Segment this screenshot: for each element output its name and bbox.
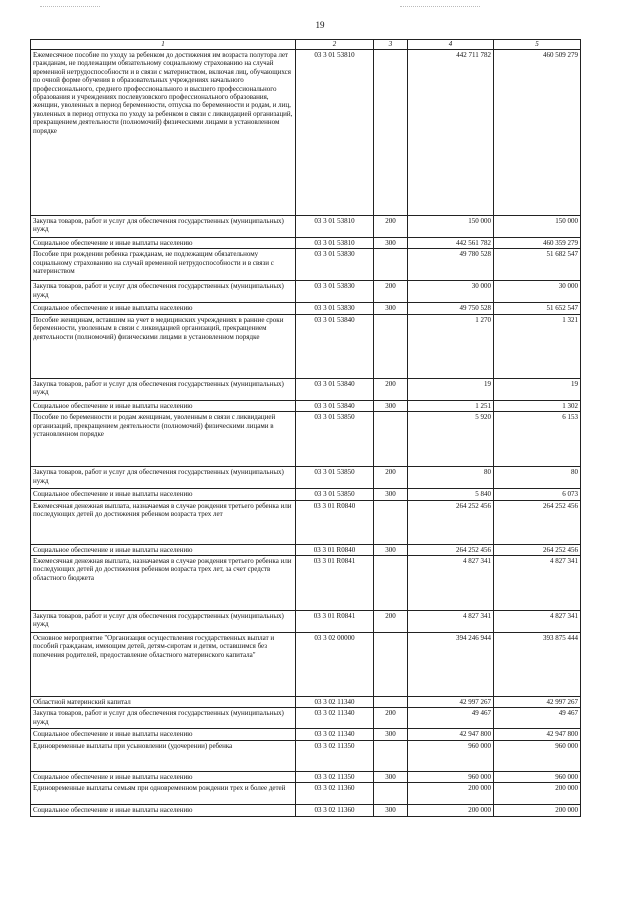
- row-value-2: 264 252 456: [494, 500, 581, 544]
- row-code: 03 3 02 11340: [296, 729, 374, 740]
- row-name: Закупка товаров, работ и услуг для обеспечения государственных (муниципальных) нужд: [31, 467, 296, 489]
- column-header: 4: [408, 40, 494, 50]
- table-row: [31, 281, 581, 303]
- row-value-2: 30 000: [494, 281, 581, 303]
- row-value-1: 442 561 782: [408, 238, 494, 249]
- row-name: Социальное обеспечение и иные выплаты населению: [31, 771, 296, 782]
- row-type: 300: [374, 303, 408, 314]
- table-row: [31, 783, 581, 805]
- row-value-2: 42 947 800: [494, 729, 581, 740]
- row-value-2: 960 000: [494, 740, 581, 771]
- row-value-2: 960 000: [494, 771, 581, 782]
- row-value-1: 4 827 341: [408, 555, 494, 610]
- row-value-1: 442 711 782: [408, 50, 494, 216]
- row-type: 200: [374, 610, 408, 632]
- table-row: [31, 696, 581, 707]
- row-code: 03 3 01 53840: [296, 314, 374, 378]
- row-name: Социальное обеспечение и иные выплаты населению: [31, 303, 296, 314]
- row-name: Социальное обеспечение и иные выплаты населению: [31, 489, 296, 500]
- row-value-1: 1 251: [408, 400, 494, 411]
- budget-table: [30, 39, 581, 817]
- table-row: [31, 489, 581, 500]
- row-value-1: 200 000: [408, 783, 494, 805]
- row-value-1: 49 750 528: [408, 303, 494, 314]
- row-code: 03 3 01 R0840: [296, 500, 374, 544]
- scan-artifact: [40, 6, 100, 8]
- row-name: Закупка товаров, работ и услуг для обеспечения государственных (муниципальных) нужд: [31, 216, 296, 238]
- table-row: [31, 400, 581, 411]
- row-type: 300: [374, 771, 408, 782]
- table-row: [31, 555, 581, 610]
- table-row: [31, 378, 581, 400]
- row-value-1: 49 467: [408, 708, 494, 729]
- row-name: Закупка товаров, работ и услуг для обеспечения государственных (муниципальных) нужд: [31, 281, 296, 303]
- row-code: 03 3 02 00000: [296, 632, 374, 696]
- table-row: [31, 216, 581, 238]
- row-type: [374, 555, 408, 610]
- column-header: 5: [494, 40, 581, 50]
- row-type: [374, 500, 408, 544]
- row-value-2: 1 302: [494, 400, 581, 411]
- row-value-2: 4 827 341: [494, 555, 581, 610]
- row-code: 03 3 02 11360: [296, 783, 374, 805]
- row-code: 03 3 01 R0841: [296, 555, 374, 610]
- row-value-2: 200 000: [494, 783, 581, 805]
- row-name: Социальное обеспечение и иные выплаты населению: [31, 729, 296, 740]
- row-value-1: 30 000: [408, 281, 494, 303]
- row-code: 03 3 01 53850: [296, 467, 374, 489]
- row-value-2: 80: [494, 467, 581, 489]
- table-row: [31, 805, 581, 816]
- row-value-1: 200 000: [408, 805, 494, 816]
- table-row: [31, 610, 581, 632]
- row-value-1: 80: [408, 467, 494, 489]
- row-type: 300: [374, 544, 408, 555]
- row-value-1: 19: [408, 378, 494, 400]
- row-value-1: 49 780 528: [408, 249, 494, 281]
- row-code: 03 3 02 11350: [296, 771, 374, 782]
- table-row: [31, 303, 581, 314]
- row-value-1: 960 000: [408, 771, 494, 782]
- row-type: 200: [374, 708, 408, 729]
- row-name: Социальное обеспечение и иные выплаты населению: [31, 805, 296, 816]
- column-header: 2: [296, 40, 374, 50]
- row-type: [374, 783, 408, 805]
- row-value-1: 394 246 944: [408, 632, 494, 696]
- row-type: 200: [374, 281, 408, 303]
- row-code: 03 3 02 11360: [296, 805, 374, 816]
- row-name: Пособие по беременности и родам женщинам, уволенным в связи с ликвидацией организаций, прекращением деятельности (полномочий) физическими лицами в установленном порядке: [31, 412, 296, 467]
- row-value-2: 49 467: [494, 708, 581, 729]
- scan-artifact: [400, 6, 480, 8]
- row-type: [374, 249, 408, 281]
- row-code: 03 3 01 53810: [296, 216, 374, 238]
- row-code: 03 3 01 R0840: [296, 544, 374, 555]
- row-value-2: 1 321: [494, 314, 581, 378]
- column-header: 3: [374, 40, 408, 50]
- row-name: Единовременные выплаты при усыновлении (удочерении) ребенка: [31, 740, 296, 771]
- row-value-1: 264 252 456: [408, 500, 494, 544]
- row-type: 200: [374, 378, 408, 400]
- row-type: 300: [374, 729, 408, 740]
- row-code: 03 3 02 11350: [296, 740, 374, 771]
- table-row: [31, 632, 581, 696]
- row-value-1: 1 270: [408, 314, 494, 378]
- row-type: [374, 632, 408, 696]
- row-name: Ежемесячная денежная выплата, назначаемая в случае рождения третьего ребенка или последующих детей до достижения ребенком возраста трех лет, за счет средств областного бюджета: [31, 555, 296, 610]
- row-type: [374, 696, 408, 707]
- table-row: [31, 740, 581, 771]
- table-row: [31, 500, 581, 544]
- row-code: 03 3 01 53830: [296, 303, 374, 314]
- column-header: 1: [31, 40, 296, 50]
- row-name: Закупка товаров, работ и услуг для обеспечения государственных (муниципальных) нужд: [31, 378, 296, 400]
- row-type: 300: [374, 805, 408, 816]
- page-number: 19: [315, 20, 325, 30]
- row-value-1: 5 920: [408, 412, 494, 467]
- row-value-2: 4 827 341: [494, 610, 581, 632]
- row-code: 03 3 01 53810: [296, 238, 374, 249]
- row-value-2: 393 875 444: [494, 632, 581, 696]
- row-name: Социальное обеспечение и иные выплаты населению: [31, 544, 296, 555]
- row-value-2: 264 252 456: [494, 544, 581, 555]
- row-value-2: 460 359 279: [494, 238, 581, 249]
- table-header-row: [31, 40, 581, 50]
- row-name: Пособие при рождении ребенка гражданам, не подлежащим обязательному социальному страхованию на случай временной нетрудоспособности и в связи с материнством: [31, 249, 296, 281]
- row-name: Закупка товаров, работ и услуг для обеспечения государственных (муниципальных) нужд: [31, 708, 296, 729]
- row-value-2: 51 652 547: [494, 303, 581, 314]
- row-value-1: 960 000: [408, 740, 494, 771]
- row-name: Ежемесячное пособие по уходу за ребенком до достижения им возраста полутора лет гражданам, не подлежащим обязательному социальному страхованию на случай временной нетрудоспособности и в связи с материнством, включая лиц, обучающихся по очной форме обучения в образовательных учреждениях начального профессионального, среднего профессионального и высшего профессионального образования и учреждениях послевузовского профессионального образования, женщин, уволенных в период беременности, отпуска по беременности и родам, и лиц, уволенных в период отпуска по уходу за ребенком в связи с ликвидацией организаций, прекращением деятельности (полномочий) физическими лицами в установленном порядке: [31, 50, 296, 216]
- row-value-1: 5 840: [408, 489, 494, 500]
- row-value-1: 150 000: [408, 216, 494, 238]
- row-type: [374, 50, 408, 216]
- row-name: Единовременные выплаты семьям при одновременном рождении трех и более детей: [31, 783, 296, 805]
- row-code: 03 3 01 53840: [296, 378, 374, 400]
- row-value-2: 19: [494, 378, 581, 400]
- row-code: 03 3 01 53810: [296, 50, 374, 216]
- row-name: Социальное обеспечение и иные выплаты населению: [31, 400, 296, 411]
- row-name: Областной материнский капитал: [31, 696, 296, 707]
- row-value-2: 150 000: [494, 216, 581, 238]
- table-row: [31, 771, 581, 782]
- row-type: [374, 314, 408, 378]
- row-name: Пособие женщинам, вставшим на учет в медицинских учреждениях в ранние сроки беременности, уволенным в связи с ликвидацией организаций, прекращением деятельности (полномочий) физическими лицами в установленном порядке: [31, 314, 296, 378]
- table-row: [31, 412, 581, 467]
- row-value-1: 4 827 341: [408, 610, 494, 632]
- row-type: 200: [374, 467, 408, 489]
- table-row: [31, 249, 581, 281]
- row-type: 300: [374, 489, 408, 500]
- row-value-2: 200 000: [494, 805, 581, 816]
- row-code: 03 3 02 11340: [296, 708, 374, 729]
- row-name: Основное мероприятие "Организация осуществления государственных выплат и пособий гражданам, имеющим детей, детям-сиротам и детям, оставшимся без попечения родителей, предоставление областного материнского капитала": [31, 632, 296, 696]
- row-value-2: 6 073: [494, 489, 581, 500]
- row-code: 03 3 01 R0841: [296, 610, 374, 632]
- table-row: [31, 544, 581, 555]
- row-name: Социальное обеспечение и иные выплаты населению: [31, 238, 296, 249]
- row-code: 03 3 02 11340: [296, 696, 374, 707]
- row-value-2: 51 682 547: [494, 249, 581, 281]
- row-value-1: 42 947 800: [408, 729, 494, 740]
- row-value-2: 6 153: [494, 412, 581, 467]
- row-type: 300: [374, 400, 408, 411]
- table-row: [31, 314, 581, 378]
- row-type: [374, 740, 408, 771]
- row-value-2: 460 509 279: [494, 50, 581, 216]
- row-name: Ежемесячная денежная выплата, назначаемая в случае рождения третьего ребенка или последующих детей до достижения ребенком возраста трех лет: [31, 500, 296, 544]
- row-code: 03 3 01 53840: [296, 400, 374, 411]
- row-name: Закупка товаров, работ и услуг для обеспечения государственных (муниципальных) нужд: [31, 610, 296, 632]
- table-row: [31, 729, 581, 740]
- row-value-1: 264 252 456: [408, 544, 494, 555]
- row-code: 03 3 01 53850: [296, 489, 374, 500]
- table-row: [31, 238, 581, 249]
- row-value-1: 42 997 267: [408, 696, 494, 707]
- row-code: 03 3 01 53830: [296, 281, 374, 303]
- row-code: 03 3 01 53830: [296, 249, 374, 281]
- row-type: 300: [374, 238, 408, 249]
- row-code: 03 3 01 53850: [296, 412, 374, 467]
- table-row: [31, 708, 581, 729]
- row-value-2: 42 997 267: [494, 696, 581, 707]
- row-type: 200: [374, 216, 408, 238]
- row-type: [374, 412, 408, 467]
- table-row: [31, 50, 581, 216]
- table-row: [31, 467, 581, 489]
